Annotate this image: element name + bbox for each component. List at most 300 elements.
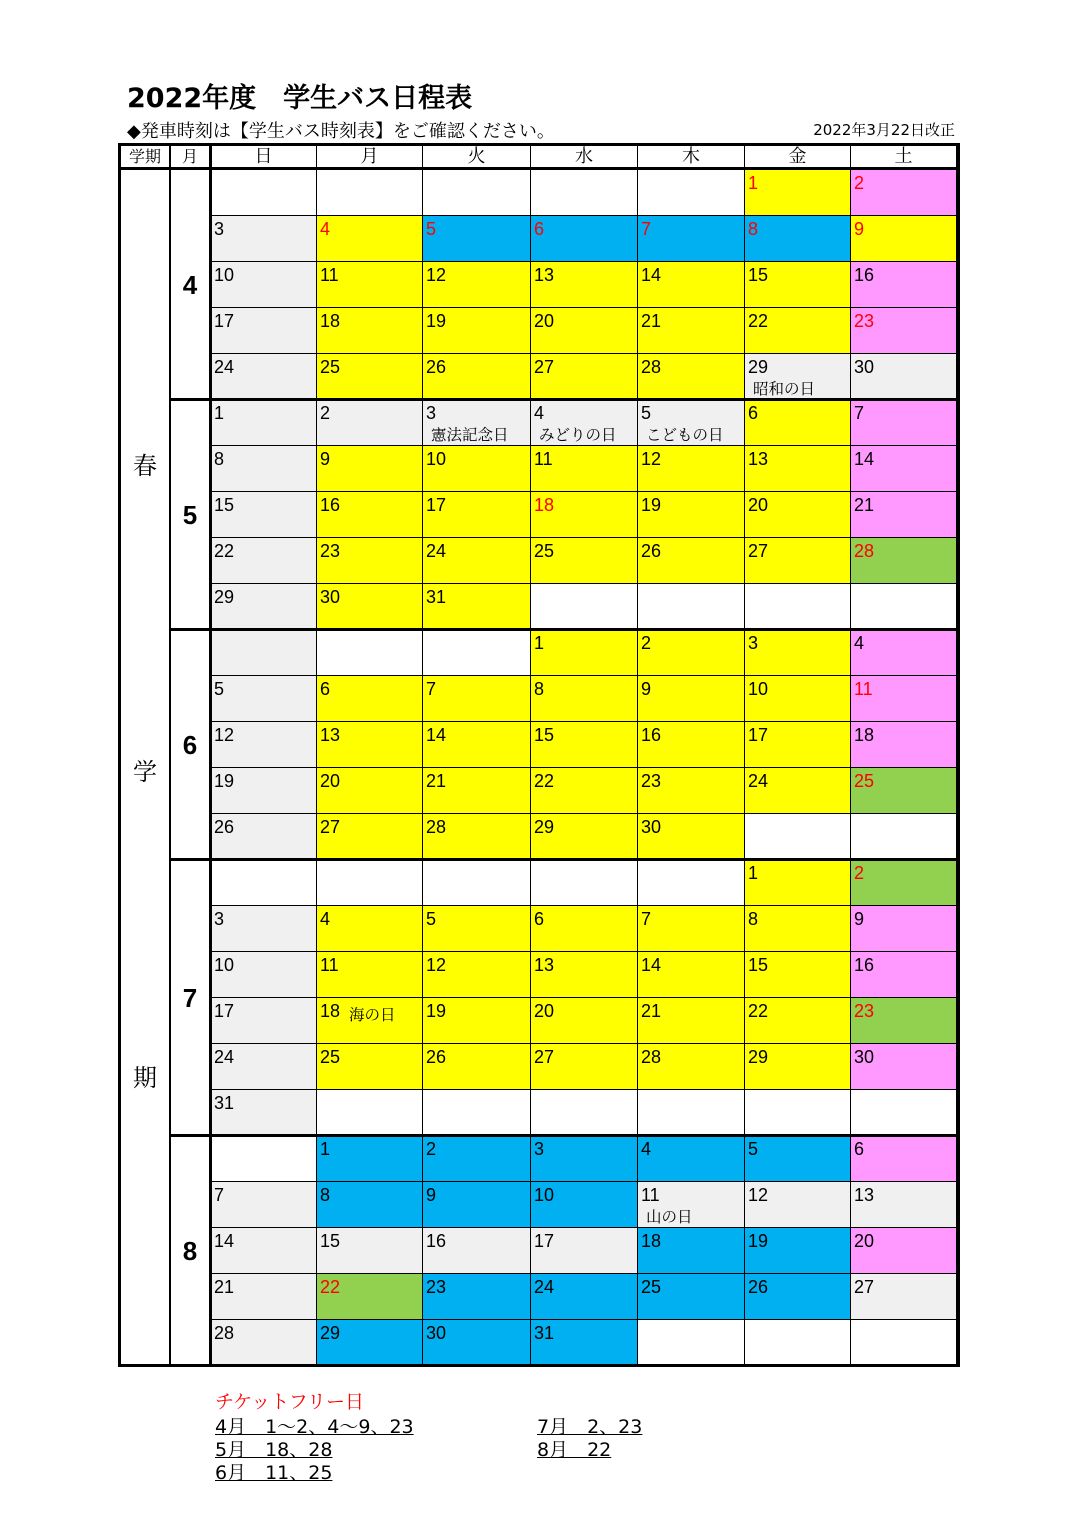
empty-cell — [531, 860, 638, 906]
empty-cell — [317, 1090, 423, 1136]
day-number: 22 — [748, 1001, 769, 1021]
empty-cell — [211, 860, 317, 906]
day-cell — [745, 1228, 851, 1274]
day-number: 9 — [641, 679, 652, 699]
empty-cell — [423, 170, 531, 216]
day-cell — [851, 906, 957, 952]
day-cell — [638, 538, 745, 584]
day-number: 4 — [854, 633, 865, 653]
day-number: 5 — [426, 909, 437, 929]
day-cell — [531, 492, 638, 538]
ticket-free-line: 6月 11、25 — [215, 1462, 333, 1484]
day-cell — [851, 170, 957, 216]
day-cell — [211, 952, 317, 998]
day-cell — [317, 1182, 423, 1228]
day-cell — [423, 906, 531, 952]
day-number: 21 — [641, 311, 662, 331]
day-cell — [745, 952, 851, 998]
day-cell — [423, 216, 531, 262]
day-number: 17 — [426, 495, 447, 515]
day-cell — [211, 1182, 317, 1228]
day-number: 20 — [320, 771, 341, 791]
day-number: 30 — [320, 587, 341, 607]
day-number: 20 — [534, 311, 555, 331]
day-cell — [851, 216, 957, 262]
day-number: 29 — [320, 1323, 341, 1343]
day-cell — [745, 998, 851, 1044]
day-number: 28 — [854, 541, 875, 561]
day-cell — [851, 860, 957, 906]
day-number: 14 — [426, 725, 447, 745]
day-cell — [851, 400, 957, 446]
day-cell — [851, 1044, 957, 1090]
day-number: 30 — [854, 1047, 875, 1067]
day-cell — [317, 1274, 423, 1320]
day-number: 18 — [320, 311, 341, 331]
day-number: 3 — [534, 1139, 545, 1159]
day-number: 10 — [214, 955, 235, 975]
day-number: 17 — [748, 725, 769, 745]
empty-cell — [211, 170, 317, 216]
day-cell — [317, 722, 423, 768]
day-number: 31 — [534, 1323, 555, 1343]
holiday-label: みどりの日 — [539, 426, 617, 444]
day-cell — [423, 262, 531, 308]
day-number: 2 — [426, 1139, 437, 1159]
day-number: 10 — [748, 679, 769, 699]
day-cell — [745, 906, 851, 952]
term-label: 学 — [133, 758, 157, 786]
day-cell — [211, 676, 317, 722]
day-number: 19 — [426, 1001, 447, 1021]
day-cell — [531, 998, 638, 1044]
day-cell — [745, 492, 851, 538]
day-cell — [638, 998, 745, 1044]
day-cell — [317, 400, 423, 446]
day-cell — [317, 1044, 423, 1090]
day-number: 12 — [641, 449, 662, 469]
day-cell — [211, 584, 317, 630]
day-number: 20 — [748, 495, 769, 515]
day-number: 26 — [426, 1047, 447, 1067]
month-label: 7 — [182, 983, 198, 1013]
day-number: 10 — [214, 265, 235, 285]
day-number: 4 — [320, 219, 331, 239]
day-cell — [423, 1044, 531, 1090]
day-cell — [745, 216, 851, 262]
day-cell — [638, 400, 745, 446]
day-cell — [317, 676, 423, 722]
day-cell — [851, 722, 957, 768]
day-number: 30 — [641, 817, 662, 837]
day-number: 17 — [214, 1001, 235, 1021]
day-number: 14 — [854, 449, 875, 469]
day-number: 10 — [426, 449, 447, 469]
day-number: 26 — [426, 357, 447, 377]
day-cell — [317, 768, 423, 814]
day-number: 5 — [214, 679, 225, 699]
day-number: 22 — [534, 771, 555, 791]
day-number: 15 — [534, 725, 555, 745]
day-cell — [317, 538, 423, 584]
day-number: 2 — [641, 633, 652, 653]
day-cell — [638, 814, 745, 860]
empty-cell — [851, 814, 957, 860]
day-cell — [211, 262, 317, 308]
day-cell — [211, 768, 317, 814]
day-number: 8 — [534, 679, 545, 699]
day-cell — [745, 722, 851, 768]
day-cell — [317, 584, 423, 630]
day-number: 26 — [748, 1277, 769, 1297]
holiday-label: 山の日 — [646, 1208, 693, 1226]
day-number: 16 — [641, 725, 662, 745]
header-day-thu: 木 — [638, 146, 745, 170]
day-cell — [851, 262, 957, 308]
day-cell — [745, 354, 851, 400]
day-number: 24 — [426, 541, 447, 561]
day-cell — [211, 400, 317, 446]
day-cell — [745, 170, 851, 216]
day-cell — [423, 1182, 531, 1228]
day-cell — [317, 216, 423, 262]
day-cell — [745, 860, 851, 906]
day-cell — [851, 630, 957, 676]
day-cell — [211, 1228, 317, 1274]
page-title: 2022年度 学生バス日程表 — [127, 83, 473, 114]
day-number: 18 — [320, 1001, 341, 1021]
day-cell — [317, 952, 423, 998]
day-cell — [423, 538, 531, 584]
day-cell — [638, 446, 745, 492]
day-number: 21 — [426, 771, 447, 791]
day-number: 29 — [748, 357, 769, 377]
month-label: 8 — [182, 1236, 198, 1266]
day-number: 15 — [748, 265, 769, 285]
day-number: 19 — [641, 495, 662, 515]
day-cell — [211, 1044, 317, 1090]
empty-cell — [638, 170, 745, 216]
day-number: 25 — [534, 541, 555, 561]
day-number: 31 — [214, 1093, 235, 1113]
day-number: 22 — [748, 311, 769, 331]
day-number: 15 — [214, 495, 235, 515]
day-cell — [317, 1136, 423, 1182]
empty-cell — [317, 860, 423, 906]
header-day-wed: 水 — [531, 146, 638, 170]
day-cell — [317, 814, 423, 860]
day-number: 26 — [214, 817, 235, 837]
day-number: 7 — [641, 219, 652, 239]
day-cell — [423, 722, 531, 768]
day-cell — [423, 446, 531, 492]
day-cell — [317, 262, 423, 308]
day-cell — [423, 1228, 531, 1274]
month-label: 4 — [182, 270, 198, 300]
day-cell — [851, 998, 957, 1044]
day-number: 4 — [641, 1139, 652, 1159]
day-number: 1 — [214, 403, 225, 423]
day-cell — [423, 1274, 531, 1320]
day-cell — [851, 952, 957, 998]
empty-cell — [531, 1090, 638, 1136]
day-number: 18 — [641, 1231, 662, 1251]
day-number: 6 — [534, 219, 545, 239]
day-cell — [423, 400, 531, 446]
day-number: 6 — [534, 909, 545, 929]
ticket-free-line: 8月 22 — [537, 1439, 612, 1461]
day-cell — [851, 1274, 957, 1320]
month-label: 6 — [182, 730, 198, 760]
day-cell — [317, 1228, 423, 1274]
day-number: 9 — [320, 449, 331, 469]
holiday-label: 憲法記念日 — [431, 426, 509, 444]
day-cell — [211, 308, 317, 354]
day-cell — [423, 584, 531, 630]
empty-cell — [317, 170, 423, 216]
day-cell — [851, 768, 957, 814]
day-cell — [851, 538, 957, 584]
day-number: 1 — [320, 1139, 331, 1159]
day-number: 29 — [748, 1047, 769, 1067]
day-number: 23 — [426, 1277, 447, 1297]
day-number: 23 — [854, 1001, 875, 1021]
header-day-mon: 月 — [317, 146, 423, 170]
day-cell — [638, 630, 745, 676]
day-cell — [211, 1320, 317, 1366]
day-number: 25 — [320, 1047, 341, 1067]
day-cell — [638, 1182, 745, 1228]
day-number: 5 — [426, 219, 437, 239]
day-number: 15 — [748, 955, 769, 975]
header-term: 学期 — [121, 146, 170, 170]
day-number: 18 — [854, 725, 875, 745]
day-number: 16 — [854, 265, 875, 285]
day-number: 2 — [854, 863, 865, 883]
day-cell — [745, 1274, 851, 1320]
day-cell — [745, 1136, 851, 1182]
day-number: 3 — [748, 633, 759, 653]
empty-cell — [423, 1090, 531, 1136]
empty-cell — [851, 1320, 957, 1366]
day-number: 12 — [426, 955, 447, 975]
day-number: 4 — [320, 909, 331, 929]
ticket-free-line: 5月 18、28 — [215, 1439, 333, 1461]
day-number: 14 — [641, 955, 662, 975]
day-cell — [317, 354, 423, 400]
day-number: 2 — [854, 173, 865, 193]
day-number: 2 — [320, 403, 331, 423]
day-number: 15 — [320, 1231, 341, 1251]
day-cell — [531, 630, 638, 676]
ticket-free-line: 4月 1〜2、4〜9、23 — [215, 1416, 414, 1438]
day-number: 14 — [214, 1231, 235, 1251]
day-number: 3 — [426, 403, 437, 423]
day-number: 23 — [854, 311, 875, 331]
day-cell — [211, 1274, 317, 1320]
day-number: 3 — [214, 219, 225, 239]
ticket-free-title: チケットフリー日 — [215, 1391, 364, 1413]
day-number: 29 — [214, 587, 235, 607]
holiday-label: こどもの日 — [646, 426, 724, 444]
day-cell — [531, 768, 638, 814]
day-cell — [745, 1044, 851, 1090]
day-cell — [851, 1182, 957, 1228]
day-cell — [211, 492, 317, 538]
day-cell — [531, 1320, 638, 1366]
day-cell — [745, 630, 851, 676]
day-cell — [211, 998, 317, 1044]
day-number: 14 — [641, 265, 662, 285]
day-number: 6 — [854, 1139, 865, 1159]
day-number: 30 — [854, 357, 875, 377]
day-number: 13 — [748, 449, 769, 469]
day-number: 28 — [214, 1323, 235, 1343]
day-number: 13 — [854, 1185, 875, 1205]
day-number: 11 — [320, 955, 339, 975]
day-number: 12 — [748, 1185, 769, 1205]
day-number: 12 — [426, 265, 447, 285]
day-number: 9 — [854, 909, 865, 929]
day-cell — [531, 1182, 638, 1228]
day-number: 28 — [641, 357, 662, 377]
holiday-label: 海の日 — [349, 1006, 396, 1024]
empty-cell — [851, 1090, 957, 1136]
day-number: 26 — [641, 541, 662, 561]
day-cell — [745, 676, 851, 722]
day-number: 10 — [534, 1185, 555, 1205]
day-cell — [638, 354, 745, 400]
empty-cell — [531, 584, 638, 630]
day-number: 13 — [320, 725, 341, 745]
header-month: 月 — [170, 146, 211, 170]
day-cell — [745, 308, 851, 354]
day-cell — [317, 446, 423, 492]
day-number: 27 — [854, 1277, 875, 1297]
day-cell — [638, 722, 745, 768]
day-cell — [317, 906, 423, 952]
day-number: 13 — [534, 955, 555, 975]
day-number: 9 — [426, 1185, 437, 1205]
day-number: 9 — [854, 219, 865, 239]
day-cell — [211, 446, 317, 492]
day-cell — [851, 676, 957, 722]
day-number: 24 — [214, 1047, 235, 1067]
day-cell — [423, 1320, 531, 1366]
timetable-notice: ◆発車時刻は【学生バス時刻表】をご確認ください。 — [127, 121, 555, 142]
day-number: 25 — [854, 771, 875, 791]
header-day-sat: 土 — [851, 146, 957, 170]
day-number: 21 — [641, 1001, 662, 1021]
empty-cell — [745, 1320, 851, 1366]
day-cell — [211, 354, 317, 400]
term-label: 期 — [133, 1064, 157, 1092]
day-cell — [211, 906, 317, 952]
day-cell — [531, 722, 638, 768]
day-cell — [638, 216, 745, 262]
day-number: 25 — [320, 357, 341, 377]
day-cell — [745, 538, 851, 584]
day-number: 22 — [320, 1277, 341, 1297]
empty-cell — [745, 814, 851, 860]
day-cell — [638, 768, 745, 814]
day-cell — [531, 814, 638, 860]
empty-cell — [745, 584, 851, 630]
day-cell — [638, 1228, 745, 1274]
day-cell — [211, 722, 317, 768]
header-day-tue: 火 — [423, 146, 531, 170]
day-cell — [638, 1274, 745, 1320]
day-cell — [638, 952, 745, 998]
day-number: 11 — [854, 679, 873, 699]
day-cell — [423, 308, 531, 354]
day-number: 17 — [534, 1231, 555, 1251]
day-cell — [851, 1228, 957, 1274]
ticket-free-line: 7月 2、23 — [537, 1416, 643, 1438]
day-cell — [211, 1090, 317, 1136]
day-number: 31 — [426, 587, 447, 607]
day-number: 8 — [748, 909, 759, 929]
day-number: 5 — [748, 1139, 759, 1159]
day-cell — [531, 1136, 638, 1182]
day-number: 22 — [214, 541, 235, 561]
revision-date: 2022年3月22日改正 — [813, 121, 955, 139]
day-cell — [211, 538, 317, 584]
empty-cell — [638, 1090, 745, 1136]
day-cell — [638, 1044, 745, 1090]
empty-cell — [851, 584, 957, 630]
day-cell — [531, 1228, 638, 1274]
day-number: 4 — [534, 403, 545, 423]
day-number: 18 — [534, 495, 555, 515]
day-number: 21 — [214, 1277, 235, 1297]
day-cell — [531, 676, 638, 722]
day-number: 16 — [426, 1231, 447, 1251]
day-number: 16 — [320, 495, 341, 515]
day-cell — [317, 308, 423, 354]
day-cell — [638, 262, 745, 308]
day-number: 21 — [854, 495, 875, 515]
day-cell — [317, 492, 423, 538]
day-number: 7 — [641, 909, 652, 929]
day-cell — [423, 952, 531, 998]
day-cell — [638, 676, 745, 722]
day-cell — [531, 400, 638, 446]
empty-cell — [317, 630, 423, 676]
day-cell — [317, 998, 423, 1044]
day-number: 27 — [320, 817, 341, 837]
day-number: 23 — [320, 541, 341, 561]
header-day-fri: 金 — [745, 146, 851, 170]
empty-cell — [531, 170, 638, 216]
day-cell — [851, 1136, 957, 1182]
day-number: 11 — [534, 449, 553, 469]
day-cell — [423, 998, 531, 1044]
day-cell — [745, 400, 851, 446]
day-number: 29 — [534, 817, 555, 837]
day-number: 13 — [534, 265, 555, 285]
day-cell — [531, 906, 638, 952]
day-number: 19 — [426, 311, 447, 331]
day-cell — [423, 814, 531, 860]
day-number: 28 — [641, 1047, 662, 1067]
day-number: 24 — [214, 357, 235, 377]
day-cell — [745, 1182, 851, 1228]
day-cell — [638, 492, 745, 538]
day-cell — [638, 1136, 745, 1182]
day-number: 6 — [320, 679, 331, 699]
day-number: 27 — [534, 1047, 555, 1067]
